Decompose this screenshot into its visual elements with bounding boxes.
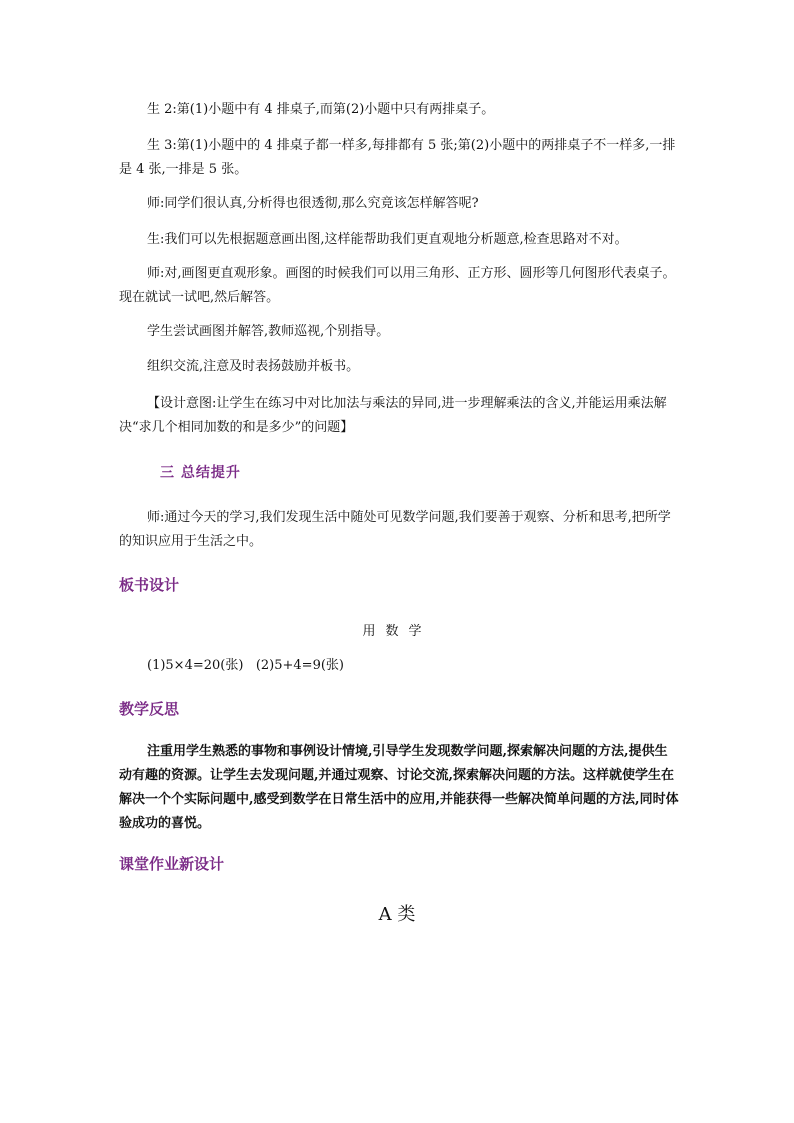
paragraph-exchange: 组织交流,注意及时表扬鼓励并板书。	[147, 359, 360, 374]
board-design-heading: 板书设计	[119, 576, 180, 594]
teaching-reflection-text: 注重用学生熟悉的事物和事例设计情境,引导学生发现数学问题,探索解决问题的方法,提供生动有趣的资源。让学生去发现问题,并通过观察、讨论交流,探索解决问题的方法。这样就使学生在解决一个个实际问题中,感受到数学在日常生活中的应用,并能获得一些解决简单问题的方法,同时体验成功的喜悦。	[119, 744, 679, 831]
paragraph-teacher-question: 师:同学们很认真,分析得也很透彻,那么究竟该怎样解答呢?	[147, 196, 479, 211]
homework-design-heading: 课堂作业新设计	[119, 855, 225, 873]
board-title: 用数学	[362, 624, 432, 639]
board-equations: (1)5×4=20(张) (2)5+4=9(张)	[147, 658, 344, 673]
paragraph-student-answer: 生:我们可以先根据题意画出图,这样能帮助我们更直观地分析题意,检查思路对不对。	[147, 232, 628, 247]
paragraph-student3: 生 3:第(1)小题中的 4 排桌子都一样多,每排都有 5 张;第(2)小题中的两排桌子不一样多,一排是 4 张,一排是 5 张。	[119, 138, 676, 177]
class-a-label: A 类	[378, 904, 416, 925]
paragraph-teacher-drawing: 师:对,画图更直观形象。画图的时候我们可以用三角形、正方形、圆形等几何图形代表桌子。现在就试一试吧,然后解答。	[119, 266, 676, 305]
paragraph-student2: 生 2:第(1)小题中有 4 排桌子,而第(2)小题中只有两排桌子。	[147, 102, 495, 117]
teaching-reflection-heading: 教学反思	[119, 700, 180, 718]
paragraph-student-practice: 学生尝试画图并解答,教师巡视,个别指导。	[147, 324, 390, 339]
section-summary-heading: 三 总结提升	[160, 465, 241, 481]
paragraph-summary: 师:通过今天的学习,我们发现生活中随处可见数学问题,我们要善于观察、分析和思考,把所学的知识应用于生活之中。	[119, 510, 671, 549]
design-intent-note: 【设计意图:让学生在练习中对比加法与乘法的异同,进一步理解乘法的含义,并能运用乘法解决“求几个相同加数的和是多少”的问题】	[119, 396, 667, 435]
